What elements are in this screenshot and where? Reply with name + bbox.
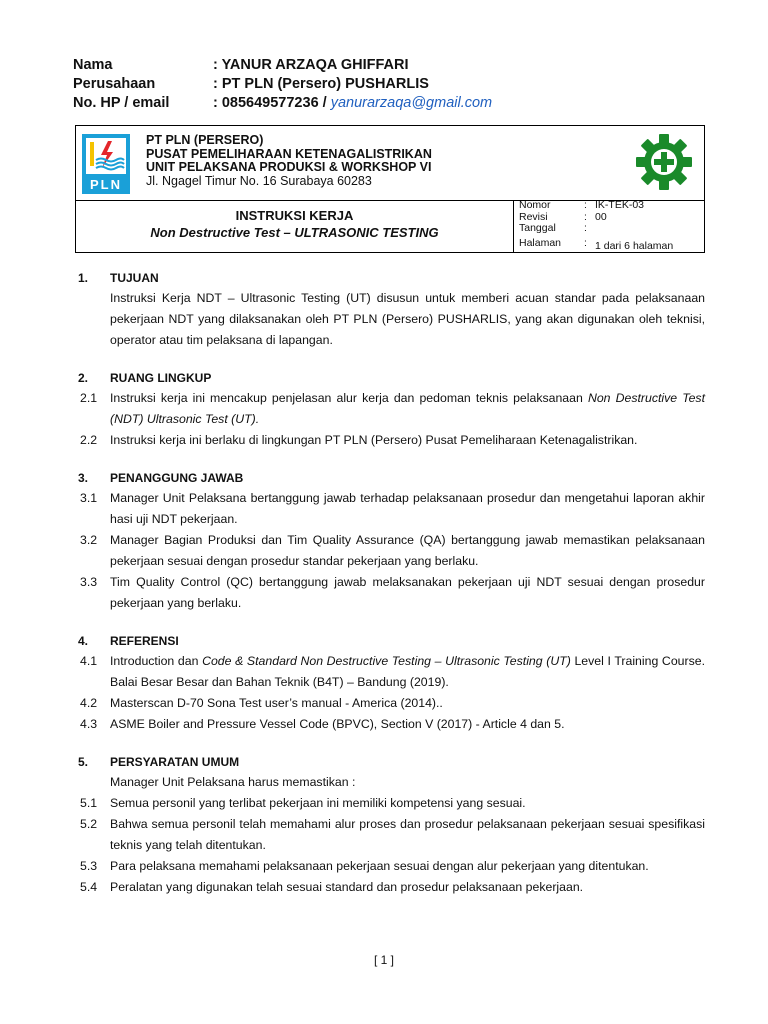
list-item [78,488,705,530]
item-number: 4.3 [80,717,98,731]
item-text: ASME Boiler and Pressure Vessel Code (BPVC), Section V (2017) - Article 4 dan 5. [110,717,565,731]
section-penanggung-jawab [78,468,705,614]
item-number: 5.3 [80,859,98,873]
section-persyaratan-umum [78,752,705,898]
item-text: Semua personil yang terlibat pekerjaan ini memiliki kompetensi yang sesuai. [110,796,526,810]
email-link[interactable]: yanurarzaqa@gmail.com [330,95,493,111]
item-number: 5.1 [80,796,98,810]
item-text: Bahwa semua personil telah memahami alur proses dan prosedur pelaksanaan pekerjaan sesuai spesifikasi teknis yang telah ditentukan. [110,817,705,852]
company-address: Jl. Ngagel Timur No. 16 Surabaya 60283 [146,173,372,188]
document-body [78,268,705,915]
item-text: Masterscan D-70 Sona Test user’s manual - America (2014).. [110,696,443,710]
list-item [78,793,705,814]
item-number: 3.2 [80,533,98,547]
meta-value: 1 dari 6 halaman [595,239,674,252]
section-ruang-lingkup [78,368,705,451]
phone-label: No. HP / email [73,95,170,111]
item-text: Tim Quality Control (QC) bertanggung jawab melaksanakan pekerjaan uji NDT sesuai dengan prosedur pekerjaan yang berlaku. [110,575,705,610]
section-heading [78,631,705,651]
item-number: 3.3 [80,575,98,589]
phone-number: : 085649577236 / [213,95,327,111]
list-item [78,856,705,877]
pln-logo-icon [86,138,126,174]
section-number: 3. [78,471,89,485]
section-number: 2. [78,371,89,385]
item-number: 4.2 [80,696,98,710]
section-title: RUANG LINGKUP [110,371,212,385]
item-number: 5.2 [80,817,98,831]
meta-key: Revisi [519,210,548,223]
item-number: 2.1 [80,391,98,405]
pln-logo [82,134,130,194]
section-referensi [78,631,705,735]
list-item [78,530,705,572]
company-line-1: PT PLN (PERSERO) [146,133,264,147]
item-italic-text: Non Destructive Test (NDT) Ultrasonic Test (UT). [110,391,705,426]
section-intro: Manager Unit Pelaksana harus memastikan : [110,775,356,789]
section-title: REFERENSI [110,634,179,648]
item-number: 5.4 [80,880,98,894]
doc-subtitle: Non Destructive Test – ULTRASONIC TESTING [150,225,439,240]
company-block [146,134,432,188]
gear-icon [634,132,694,192]
item-italic-text: Code & Standard Non Destructive Testing – Ultrasonic Testing (UT) [202,654,571,668]
pln-logo-text: PLN [90,177,122,192]
name-label: Nama [73,57,113,73]
phone-value [213,94,492,113]
name-value: : YANUR ARZAQA GHIFFARI [213,57,409,73]
header-top [76,126,704,201]
meta-key: Nomor [519,199,551,211]
section-heading [78,752,705,772]
item-number: 3.1 [80,491,98,505]
section-heading [78,268,705,288]
section-title: PERSYARATAN UMUM [110,755,240,769]
meta-key: Tanggal [519,222,556,234]
section-number: 4. [78,634,89,648]
company-label: Perusahaan [73,76,156,92]
section-paragraph: Instruksi Kerja NDT – Ultrasonic Testing (UT) disusun untuk memberi acuan standar pada pelaksanaan pekerjaan NDT yang dilaksanakan oleh PT PLN (Persero) PUSHARLIS, yang akan digunakan oleh teknisi, operator atau tim pelaksana di lapangan. [110,291,705,347]
meta-sep: : [584,236,587,249]
item-text: Para pelaksana memahami pelaksanaan pekerjaan sesuai dengan alur pekerjaan yang ditentukan. [110,859,649,873]
list-item [78,651,705,693]
section-tujuan [78,268,705,351]
meta-sep: : [584,222,587,234]
item-text: Manager Bagian Produksi dan Tim Quality Assurance (QA) bertanggung jawab memastikan pelaksanaan pekerjaan sesuai dengan prosedur standar pekerjaan yang berlaku. [110,533,705,568]
section-title: TUJUAN [110,271,159,285]
item-text: Level I Training Course. Balai Besar Besar dan Bahan Teknik (B4T) – Bandung (2019). [110,654,705,689]
item-text: Introduction dan [110,654,199,668]
list-item [78,693,705,714]
company-line-2: PUSAT PEMELIHARAAN KETENAGALISTRIKAN [146,146,432,161]
meta-key: Halaman [519,236,562,249]
section-heading [78,368,705,388]
item-number: 2.2 [80,433,98,447]
meta-value: IK-TEK-03 [595,199,645,211]
company-value: : PT PLN (Persero) PUSHARLIS [213,76,429,92]
section-heading [78,468,705,488]
item-number: 4.1 [80,654,98,668]
document-header [75,125,705,253]
section-title: PENANGGUNG JAWAB [110,471,244,485]
page-number: [ 1 ] [373,953,394,967]
item-text: Manager Unit Pelaksana bertanggung jawab terhadap pelaksanaan prosedur dan mengetahui laporan akhir hasi uji NDT pekerjaan. [110,491,705,526]
list-item [78,388,705,430]
meta-value: 00 [595,210,607,223]
list-item [78,814,705,856]
company-line-3: UNIT PELAKSANA PRODUKSI & WORKSHOP VI [146,160,432,174]
item-text: Peralatan yang digunakan telah sesuai standard dan prosedur pelaksanaan pekerjaan. [110,880,584,894]
item-text: Instruksi kerja ini mencakup penjelasan alur kerja dan pedoman teknis pelaksanaan [110,391,583,405]
doc-title: INSTRUKSI KERJA [235,208,354,223]
list-item [78,877,705,898]
meta-sep: : [584,199,587,211]
doc-title-block [76,201,514,252]
list-item [78,714,705,735]
section-number: 1. [78,271,89,285]
list-item [78,572,705,614]
item-text: Instruksi kerja ini berlaku di lingkungan PT PLN (Persero) Pusat Pemeliharaan Ketenagalistrikan. [110,433,638,447]
meta-sep: : [584,210,587,223]
list-item [78,430,705,451]
section-number: 5. [78,755,89,769]
